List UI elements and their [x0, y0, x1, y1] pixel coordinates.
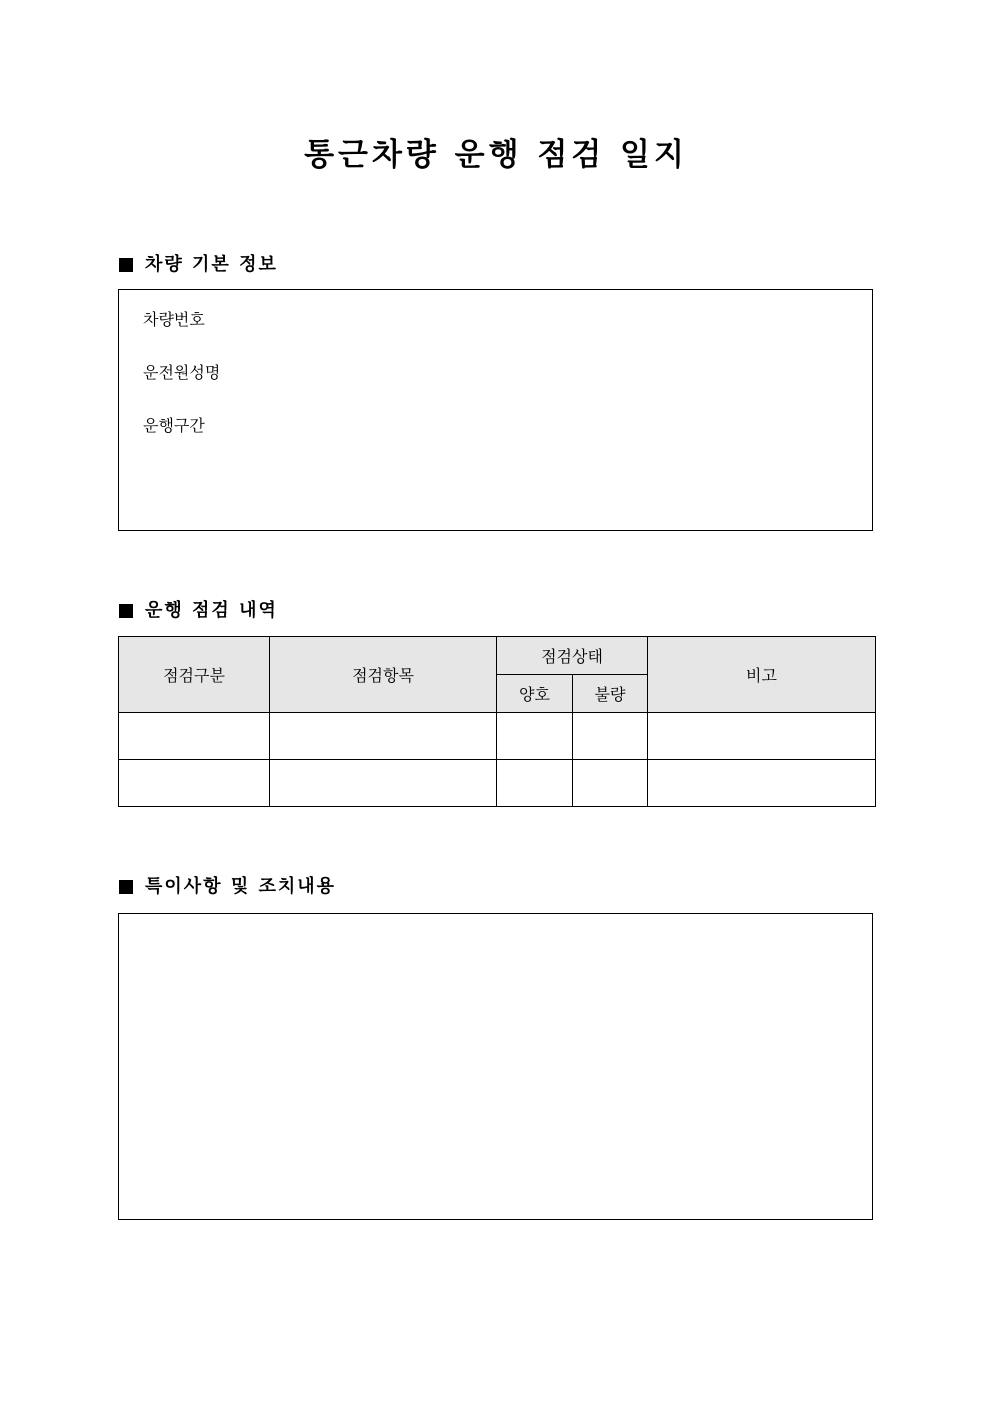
table-cell[interactable] [270, 713, 497, 760]
section-heading-label: 차량 기본 정보 [145, 254, 278, 275]
vehicle-info-box [118, 289, 873, 531]
table-cell[interactable] [497, 713, 573, 760]
table-header-row [119, 637, 876, 675]
inspection-table [118, 636, 876, 807]
col-header-item: 점검항목 [270, 637, 497, 713]
col-header-category: 점검구분 [119, 637, 270, 713]
table-cell[interactable] [119, 760, 270, 807]
section-heading-label: 특이사항 및 조치내용 [145, 876, 337, 897]
square-bullet-icon [119, 880, 133, 894]
table-cell[interactable] [573, 713, 648, 760]
square-bullet-icon [119, 258, 133, 272]
table-cell[interactable] [648, 713, 876, 760]
table-row [119, 760, 876, 807]
section-heading-vehicle-info [119, 253, 278, 277]
col-header-good: 양호 [497, 675, 573, 713]
table-cell[interactable] [119, 713, 270, 760]
col-header-bad: 불량 [573, 675, 648, 713]
field-vehicle-number: 차량번호 [143, 310, 205, 329]
square-bullet-icon [119, 604, 133, 618]
section-heading-inspection [119, 599, 278, 623]
field-route: 운행구간 [143, 416, 205, 435]
table-cell[interactable] [270, 760, 497, 807]
table-cell[interactable] [648, 760, 876, 807]
page-title: 통근차량 운행 점검 일지 [304, 137, 688, 173]
col-header-remarks: 비고 [648, 637, 876, 713]
col-header-status: 점검상태 [497, 637, 648, 675]
notes-box[interactable] [118, 913, 873, 1220]
section-heading-notes [119, 875, 336, 899]
section-heading-label: 운행 점검 내역 [145, 600, 278, 621]
table-cell[interactable] [573, 760, 648, 807]
table-row [119, 713, 876, 760]
table-cell[interactable] [497, 760, 573, 807]
field-driver-name: 운전원성명 [143, 363, 221, 382]
